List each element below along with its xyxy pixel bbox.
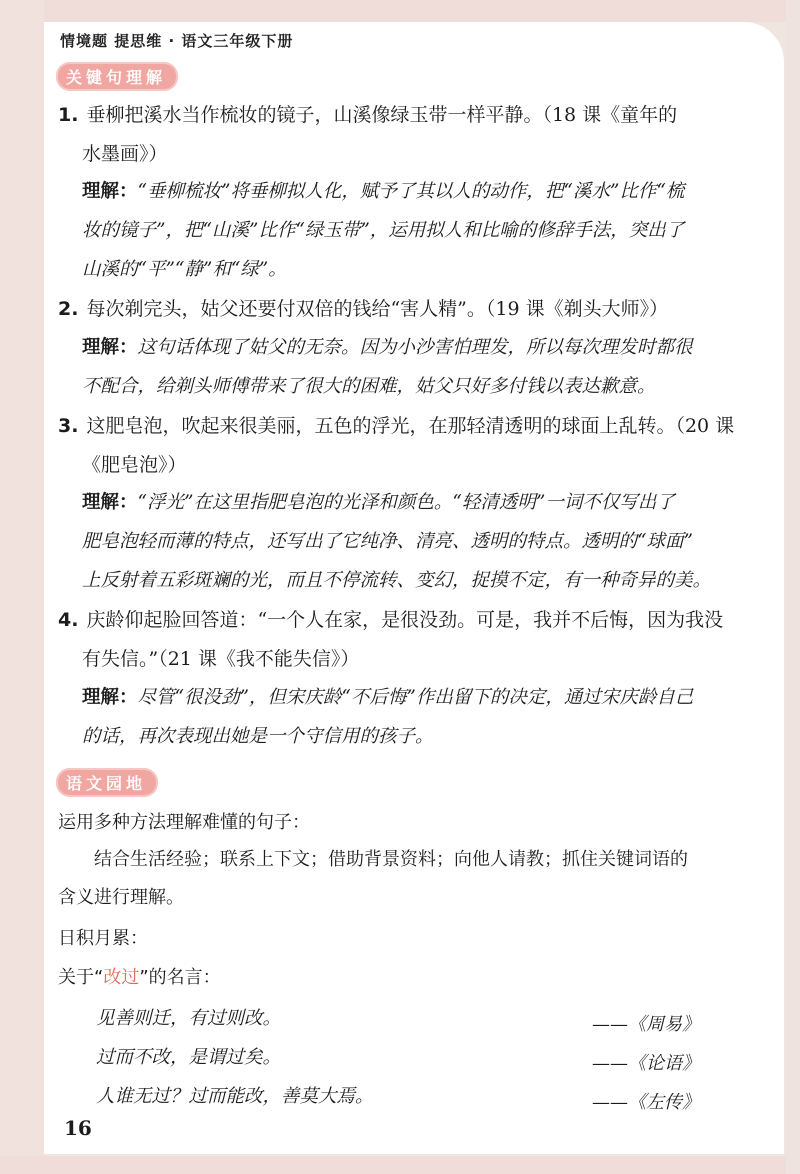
quote-3-source: ——《左传》 (592, 1092, 700, 1113)
quote-1-source: ——《周易》 (592, 1014, 700, 1035)
item-4-line-1: 4. 庆龄仰起脸回答道：“一个人在家，是很没劲。可是，我并不后悔，因为我没 (58, 609, 724, 631)
quote-2-text: 过而不改，是谓过矣。 (96, 1047, 282, 1068)
item-4-number: 4. (58, 609, 79, 631)
item-4-explain-2: 的话，再次表现出她是一个守信用的孩子。 (82, 726, 434, 747)
item-1-explain-1: 理解：“垂柳梳妆”将垂柳拟人化，赋予了其以人的动作，把“溪水”比作“梳 (82, 181, 685, 202)
item-1-number: 1. (58, 104, 79, 126)
item-1-explain-2: 妆的镜子”，把“山溪”比作“绿玉带”，运用拟人和比喻的修辞手法，突出了 (82, 220, 685, 241)
running-header: 情境题 提思维 · 语文三年级下册 (60, 32, 294, 50)
quote-2-source: ——《论语》 (592, 1053, 700, 1074)
quote-3-text: 人谁无过？过而能改，善莫大焉。 (96, 1086, 374, 1107)
methods-heading: 运用多种方法理解难懂的句子： (58, 812, 310, 833)
daily-accumulation-heading: 日积月累： (58, 928, 148, 949)
quotes-heading: 关于“改过”的名言： (58, 967, 221, 988)
section-tag-chinese-garden: 语文园地 (56, 768, 158, 797)
item-4-explain-1: 理解：尽管“很没劲”，但宋庆龄“不后悔”作出留下的决定，通过宋庆龄自己 (82, 687, 694, 708)
item-2-number: 2. (58, 298, 79, 320)
page-edge-left (0, 0, 44, 1174)
item-3-line-2: 《肥皂泡》） (82, 454, 187, 476)
item-3-explain-2: 肥皂泡轻而薄的特点，还写出了它纯净、清亮、透明的特点。透明的“球面” (82, 531, 693, 552)
page-edge-top (0, 0, 800, 22)
item-1-line-2: 水墨画》） (82, 143, 168, 165)
item-3-explain-1: 理解：“浮光”在这里指肥皂泡的光泽和颜色。“轻清透明”一词不仅写出了 (82, 492, 675, 513)
methods-body-1: 结合生活经验；联系上下文；借助背景资料；向他人请教；抓住关键词语的 (94, 849, 688, 870)
section-tag-key-sentences: 关键句理解 (56, 62, 178, 91)
item-2-line-1: 2. 每次剃完头，姑父还要付双倍的钱给“害人精”。（19 课《剃头大师》） (58, 298, 669, 320)
page-number: 16 (64, 1116, 92, 1140)
item-1-line-1: 1. 垂柳把溪水当作梳妆的镜子，山溪像绿玉带一样平静。（18 课《童年的 (58, 104, 678, 126)
item-2-explain-1: 理解：这句话体现了姑父的无奈。因为小沙害怕理发，所以每次理发时都很 (82, 337, 693, 358)
item-4-line-2: 有失信。”（21 课《我不能失信》） (82, 648, 360, 670)
item-2-explain-2: 不配合，给剃头师傅带来了很大的困难，姑父只好多付钱以表达歉意。 (82, 376, 656, 397)
item-3-explain-3: 上反射着五彩斑斓的光，而且不停流转、变幻，捉摸不定，有一种奇异的美。 (82, 570, 712, 591)
page-edge-bottom (0, 1156, 800, 1174)
item-3-number: 3. (58, 415, 79, 437)
quote-1-text: 见善则迁，有过则改。 (96, 1008, 282, 1029)
keyword-gaiguo: 改过 (103, 967, 140, 988)
page-edge-right (786, 0, 800, 1174)
methods-body-2: 含义进行理解。 (58, 887, 184, 908)
item-1-explain-3: 山溪的“平”“静”和“绿”。 (82, 259, 287, 280)
item-3-line-1: 3. 这肥皂泡，吹起来很美丽，五色的浮光，在那轻清透明的球面上乱转。（20 课 (58, 415, 735, 437)
